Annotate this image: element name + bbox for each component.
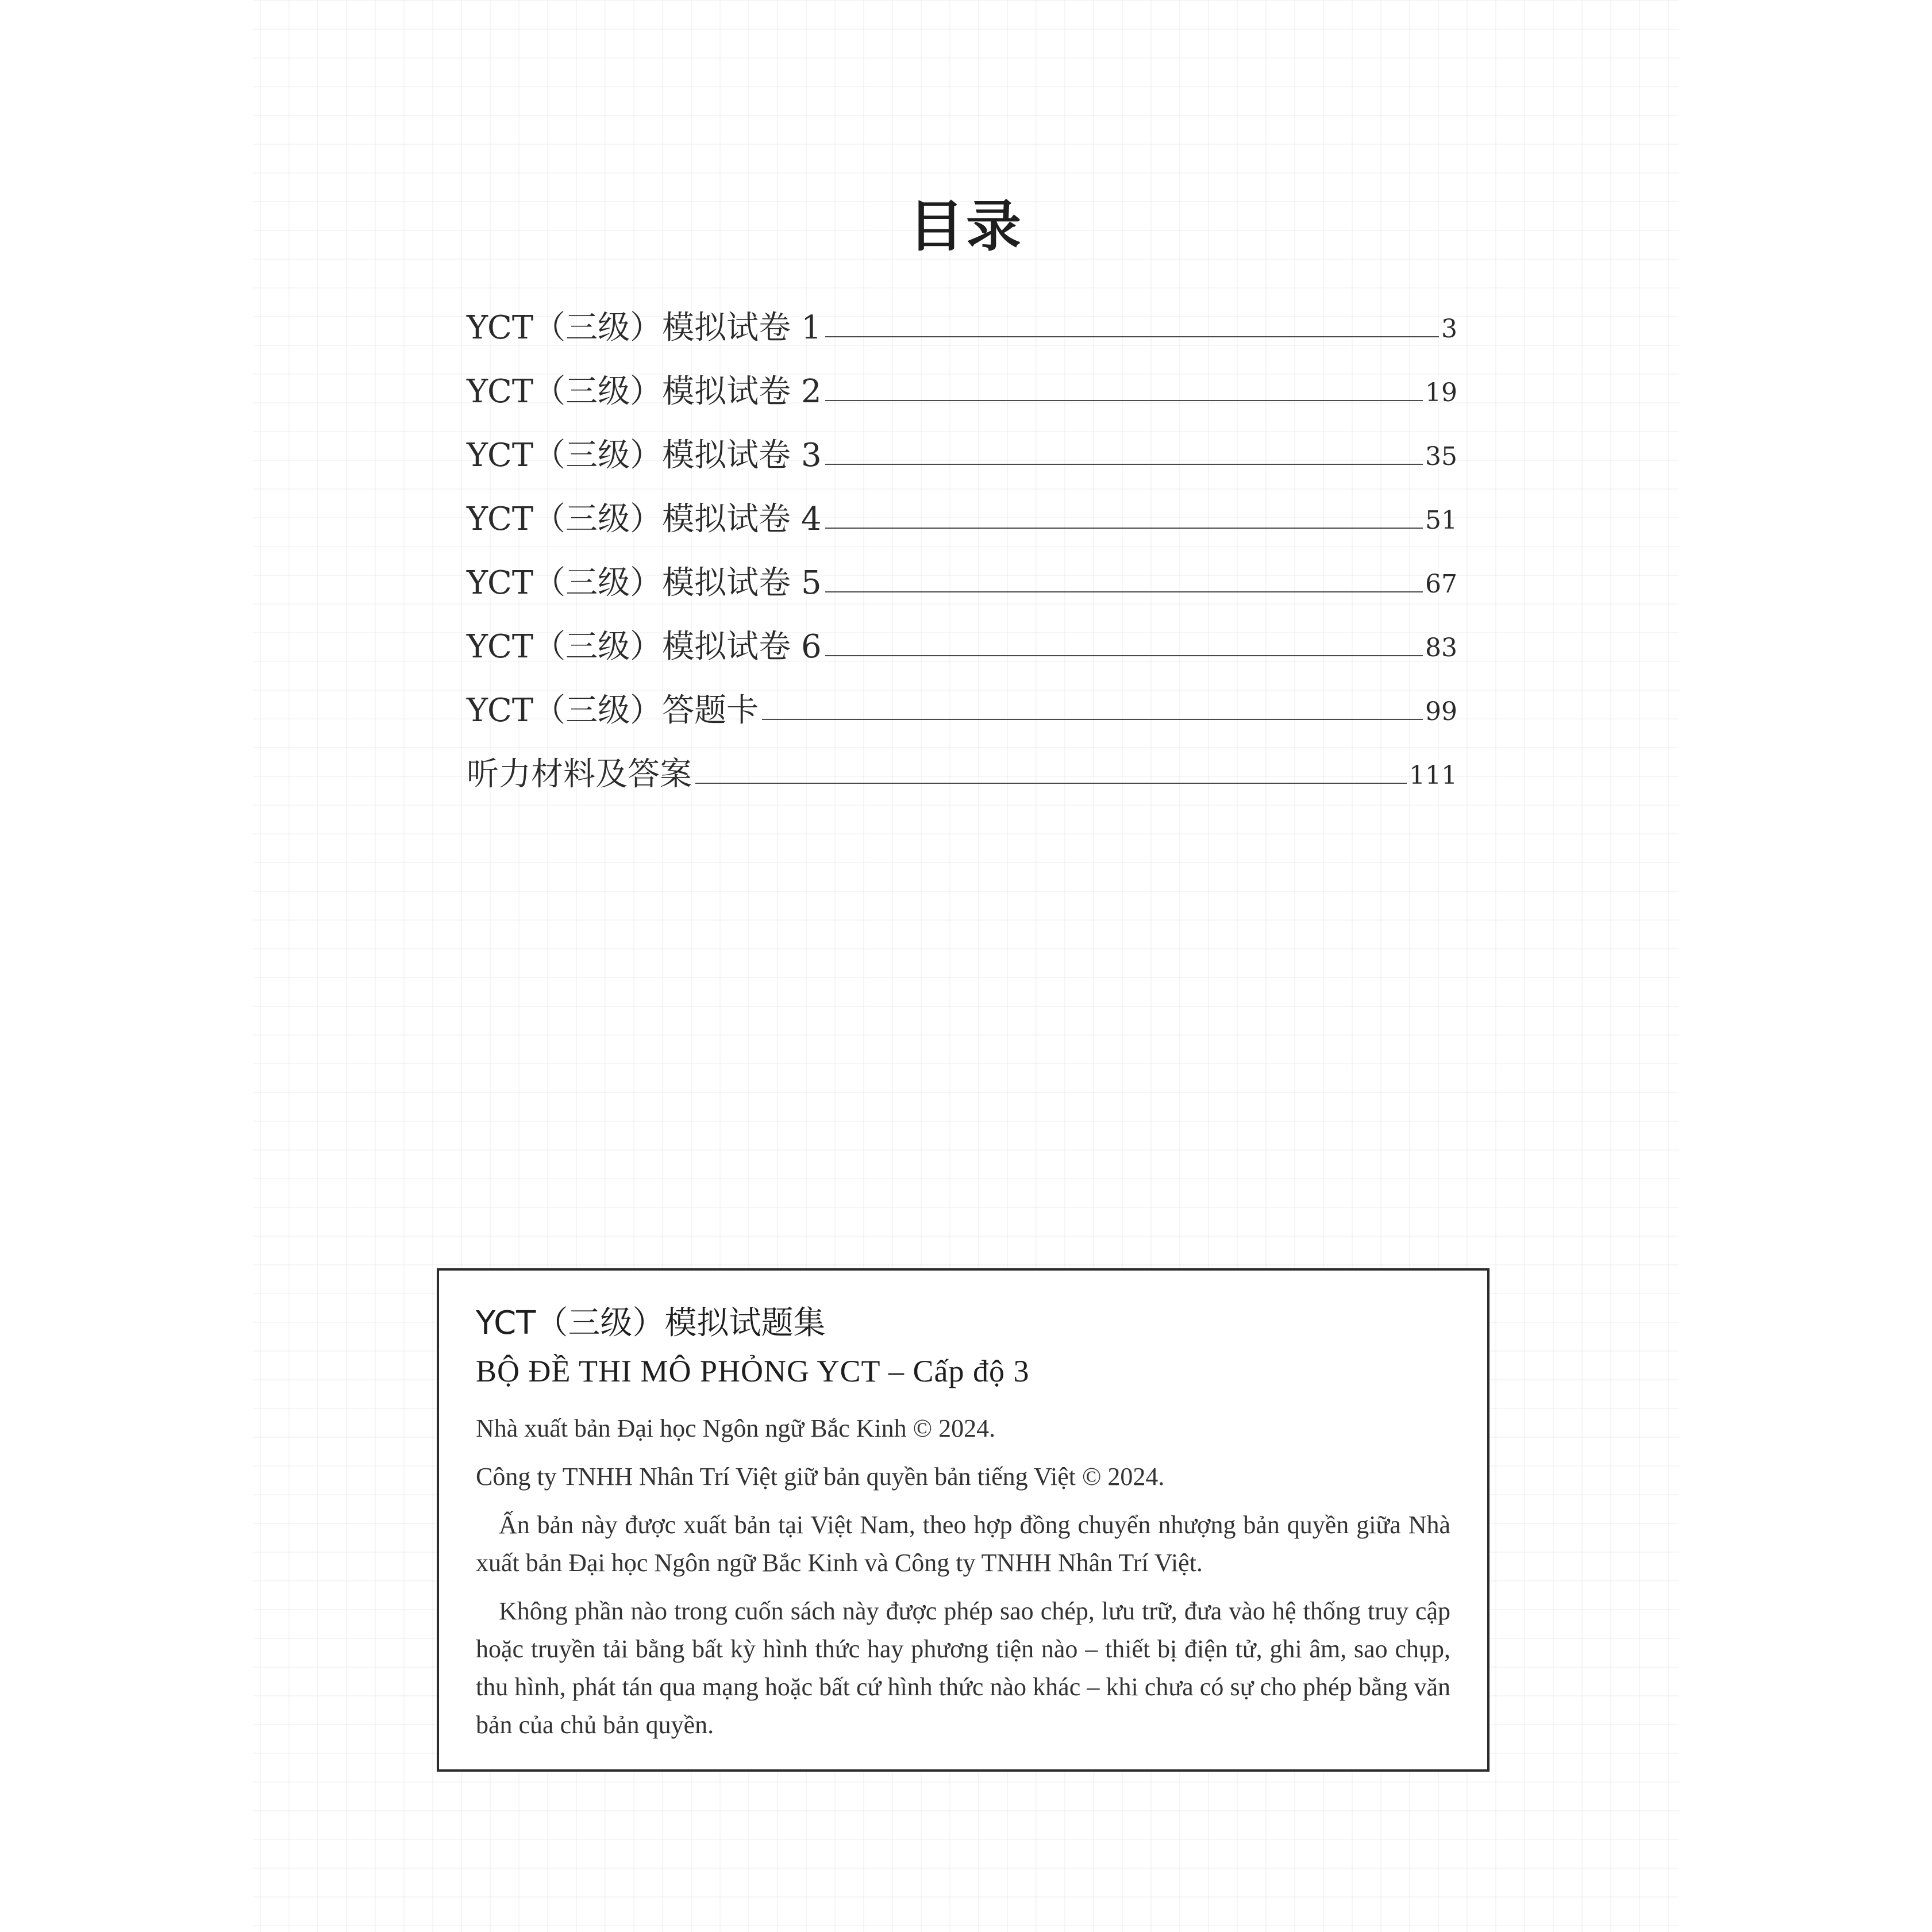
toc-entry[interactable]	[467, 280, 1457, 347]
toc-entry-page: 99	[1425, 697, 1457, 726]
reproduction-notice: Không phần nào trong cuốn sách này được phép sao chép, lưu trữ, đưa vào hệ thống truy cập hoặc truyền tải bằng bất kỳ hình thức hay phương tiện nào – thiết bị điện tử, ghi âm, sao chụp, thu hình, phát tán qua mạng hoặc bất cứ hình thức nào khác – khi chưa có sự cho phép bằng văn bản của chủ bản quyền.	[476, 1597, 1450, 1739]
toc-entry[interactable]	[467, 536, 1457, 602]
toc-entry-label: YCT（三级）模拟试卷 4	[467, 501, 822, 538]
license-statement: Ấn bản này được xuất bản tại Việt Nam, theo hợp đồng chuyển nhượng bản quyền giữa Nhà xuất bản Đại học Ngôn ngữ Bắc Kinh và Công ty TNHH Nhân Trí Việt.	[476, 1511, 1450, 1577]
toc-entry-label: 听力材料及答案	[467, 756, 692, 793]
toc-leader-line	[825, 591, 1423, 592]
toc-entry[interactable]	[467, 408, 1457, 472]
toc-entry-label: YCT（三级）答题卡	[467, 692, 759, 729]
toc-entry-page: 35	[1425, 442, 1457, 471]
toc-entry-page: 67	[1425, 569, 1457, 599]
toc-entry[interactable]	[467, 599, 1457, 663]
toc-entry-page: 83	[1425, 633, 1457, 663]
toc-leader-line	[825, 528, 1423, 529]
copyright-info-box	[437, 1268, 1490, 1772]
toc-entry-label: YCT（三级）模拟试卷 2	[467, 373, 822, 410]
toc-leader-line	[695, 783, 1407, 784]
table-of-contents	[467, 280, 1457, 791]
toc-entry-page: 19	[1425, 378, 1457, 407]
toc-entry-page: 51	[1425, 506, 1457, 535]
toc-entry[interactable]	[467, 472, 1457, 536]
publisher-copyright: Nhà xuất bản Đại học Ngôn ngữ Bắc Kinh © 2024.	[476, 1414, 996, 1442]
toc-entry[interactable]	[467, 344, 1457, 408]
toc-entry-label: YCT（三级）模拟试卷 1	[467, 309, 822, 347]
page-margin-right	[1679, 0, 1932, 1932]
toc-leader-line	[762, 719, 1423, 720]
toc-entry[interactable]	[467, 727, 1457, 791]
toc-entry-label: YCT（三级）模拟试卷 6	[467, 628, 822, 665]
page-margin-left	[0, 0, 253, 1932]
toc-leader-line	[825, 655, 1423, 656]
book-title-vietnamese: BỘ ĐỀ THI MÔ PHỎNG YCT – Cấp độ 3	[476, 1354, 1030, 1388]
toc-entry[interactable]	[467, 663, 1457, 727]
toc-entry-page: 3	[1441, 314, 1457, 344]
toc-title: 目录	[909, 194, 1023, 259]
toc-entry-label: YCT（三级）模拟试卷 5	[467, 564, 822, 602]
book-title-chinese: YCT（三级）模拟试题集	[476, 1304, 826, 1342]
toc-leader-line	[825, 464, 1423, 465]
translation-copyright: Công ty TNHH Nhân Trí Việt giữ bản quyền bản tiếng Việt © 2024.	[476, 1463, 1165, 1491]
toc-entry-page: 111	[1409, 761, 1457, 790]
toc-leader-line	[825, 400, 1423, 401]
toc-entry-label: YCT（三级）模拟试卷 3	[467, 437, 822, 474]
toc-leader-line	[825, 336, 1439, 337]
